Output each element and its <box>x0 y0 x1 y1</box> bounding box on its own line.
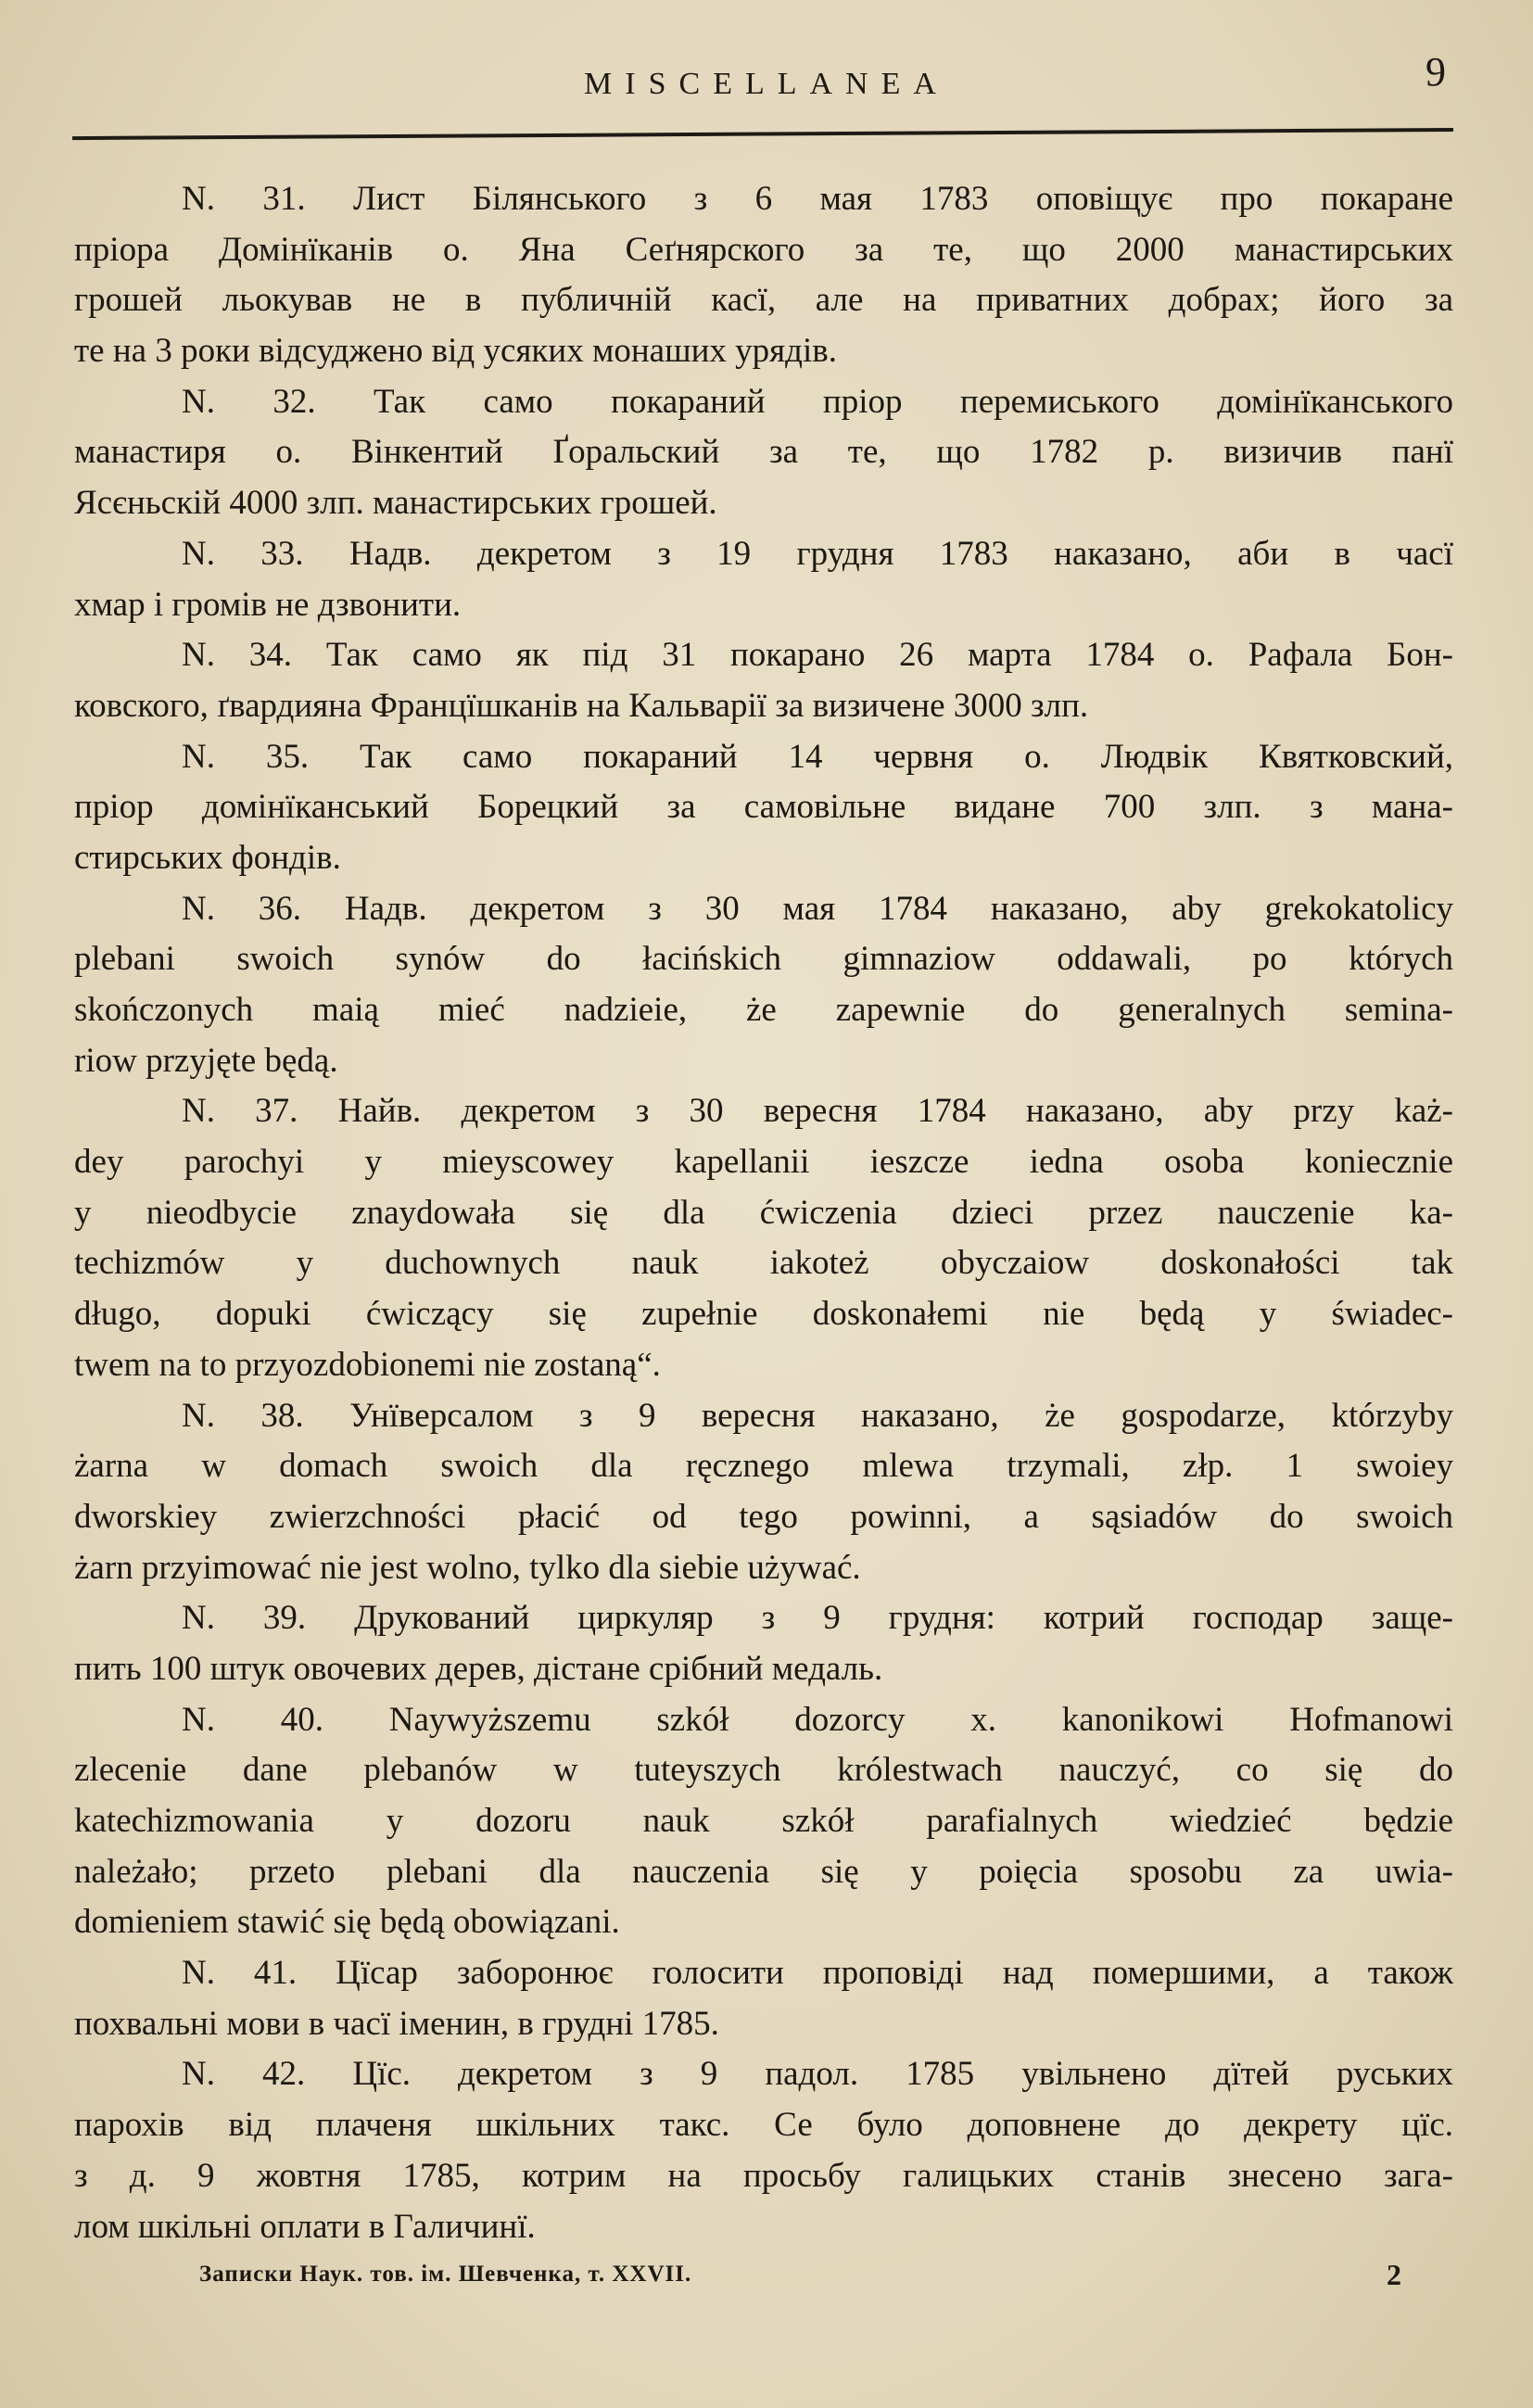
text-line: żarna w domach swoich dla ręcznego mlewa trzymali, złp. 1 swoiey <box>74 1447 1453 1486</box>
text-line: те на 3 роки відсуджено від усяких монаших урядів. <box>74 332 837 371</box>
text-line: грошей льокував не в публичній касї, але на приватних добрах; його за <box>74 281 1453 320</box>
running-title: MISCELLANEA <box>584 67 949 101</box>
text-line: dworskiey zwierzchności płacić od tego powinni, a sąsiadów do swoich <box>74 1497 1453 1536</box>
footer-journal: Записки Наук. тов. ім. Шевченка, т. XXVII. <box>199 2262 692 2287</box>
text-line: katechizmowania y dozoru nauk szkół parafialnych wiedzieć będzie <box>74 1802 1453 1840</box>
header-rule <box>72 128 1453 140</box>
text-line: skończonych maią mieć nadzieie, że zapewnie do generalnych semina- <box>74 991 1453 1029</box>
text-line: N. 40. Naywyższemu szkół dozorcy x. kanonikowi Hofmanowi <box>182 1700 1453 1739</box>
paragraph <box>74 732 1453 884</box>
text-line: plebani swoich synów do łacińskich gimnaziow oddawali, po których <box>74 940 1453 979</box>
text-line: domieniem stawić się będą obowiązani. <box>74 1903 620 1942</box>
text-line: techizmów y duchownych nauk iakoteż obyczaiow doskonałości tak <box>74 1244 1453 1283</box>
text-line: żarn przyimować nie jest wolno, tylko dla siebie używać. <box>74 1548 861 1587</box>
text-line: N. 42. Цїс. декретом з 9 падол. 1785 увільнено дїтей руських <box>182 2055 1453 2094</box>
text-line: N. 36. Надв. декретом з 30 мая 1784 наказано, aby grekokatolicy <box>182 889 1453 928</box>
paragraph <box>74 884 1453 1087</box>
page-number: 9 <box>1425 49 1446 95</box>
text-line: N. 35. Так само покараний 14 червня о. Людвік Квятковский, <box>182 737 1453 776</box>
text-line: N. 32. Так само покараний пріор перемиського домінїканського <box>182 382 1453 421</box>
body-text <box>74 174 1453 2252</box>
text-line: zlecenie dane plebanów w tuteyszych królestwach nauczyć, co się do <box>74 1751 1453 1790</box>
text-line: Ясєньскій 4000 злп. манастирських грошей. <box>74 484 717 523</box>
text-line: лом шкільні оплати в Галичинї. <box>74 2207 536 2246</box>
text-line: twem na to przyozdobionemi nie zostaną“. <box>74 1345 661 1384</box>
paragraph <box>74 1593 1453 1694</box>
text-line: dey parochyi y mieyscowey kapellanii ieszcze iedna osoba koniecznie <box>74 1143 1453 1182</box>
text-line: N. 39. Друкований циркуляр з 9 грудня: котрий господар заще- <box>182 1599 1453 1638</box>
text-line: пріора Домінїканів о. Яна Сеґнярского за те, що 2000 манастирських <box>74 230 1453 269</box>
text-line: з д. 9 жовтня 1785, котрим на просьбу галицьких станів знесено зага- <box>74 2156 1453 2195</box>
text-line: хмар і громів не дзвонити. <box>74 585 462 624</box>
paragraph <box>74 2049 1453 2252</box>
paragraph <box>74 529 1453 630</box>
text-line: y nieodbycie znaydowała się dla ćwiczenia dzieci przez nauczenie ka- <box>74 1193 1453 1232</box>
text-line: N. 31. Лист Білянського з 6 мая 1783 оповіщує про покаране <box>182 180 1453 218</box>
text-line: парохів від плаченя шкільних такс. Се було доповнене до декрету цїс. <box>74 2106 1453 2145</box>
paragraph <box>74 1086 1453 1390</box>
paragraph <box>74 1695 1453 1948</box>
text-line: N. 34. Так само як під 31 покарано 26 марта 1784 о. Рафала Бон- <box>182 636 1453 675</box>
text-line: N. 37. Найв. декретом з 30 вересня 1784 наказано, aby przy każ- <box>182 1092 1453 1131</box>
text-line: похвальні мови в часї іменин, в грудні 1785. <box>74 2004 719 2043</box>
text-line: стирських фондів. <box>74 838 341 877</box>
text-line: пріор домінїканський Борецкий за самовільне видане 700 злп. з мана- <box>74 788 1453 827</box>
text-line: N. 41. Цїсар заборонює голосити проповіді над помершими, а також <box>182 1954 1453 1993</box>
text-line: манастиря о. Вінкентий Ґоральский за те, що 1782 р. визичив панї <box>74 433 1453 472</box>
paragraph <box>74 377 1453 529</box>
signature-mark: 2 <box>1387 2258 1401 2291</box>
text-line: ковского, ґвардияна Францїшканів на Кальварії за визичене 3000 злп. <box>74 686 1089 725</box>
text-line: riow przyjęte będą. <box>74 1041 338 1080</box>
text-line: należało; przeto plebani dla nauczenia się y poięcia sposobu za uwia- <box>74 1852 1453 1891</box>
text-line: N. 38. Унїверсалом з 9 вересня наказано, że gospodarze, którzyby <box>182 1396 1453 1435</box>
text-line: długo, dopuki ćwiczący się zupełnie doskonałemi nie będą y świadec- <box>74 1295 1453 1334</box>
paragraph <box>74 630 1453 731</box>
text-line: пить 100 штук овочевих дерев, дістане срібний медаль. <box>74 1649 883 1688</box>
paragraph <box>74 174 1453 377</box>
paragraph <box>74 1948 1453 2049</box>
text-line: N. 33. Надв. декретом з 19 грудня 1783 наказано, аби в часї <box>182 534 1453 573</box>
paragraph <box>74 1391 1453 1594</box>
